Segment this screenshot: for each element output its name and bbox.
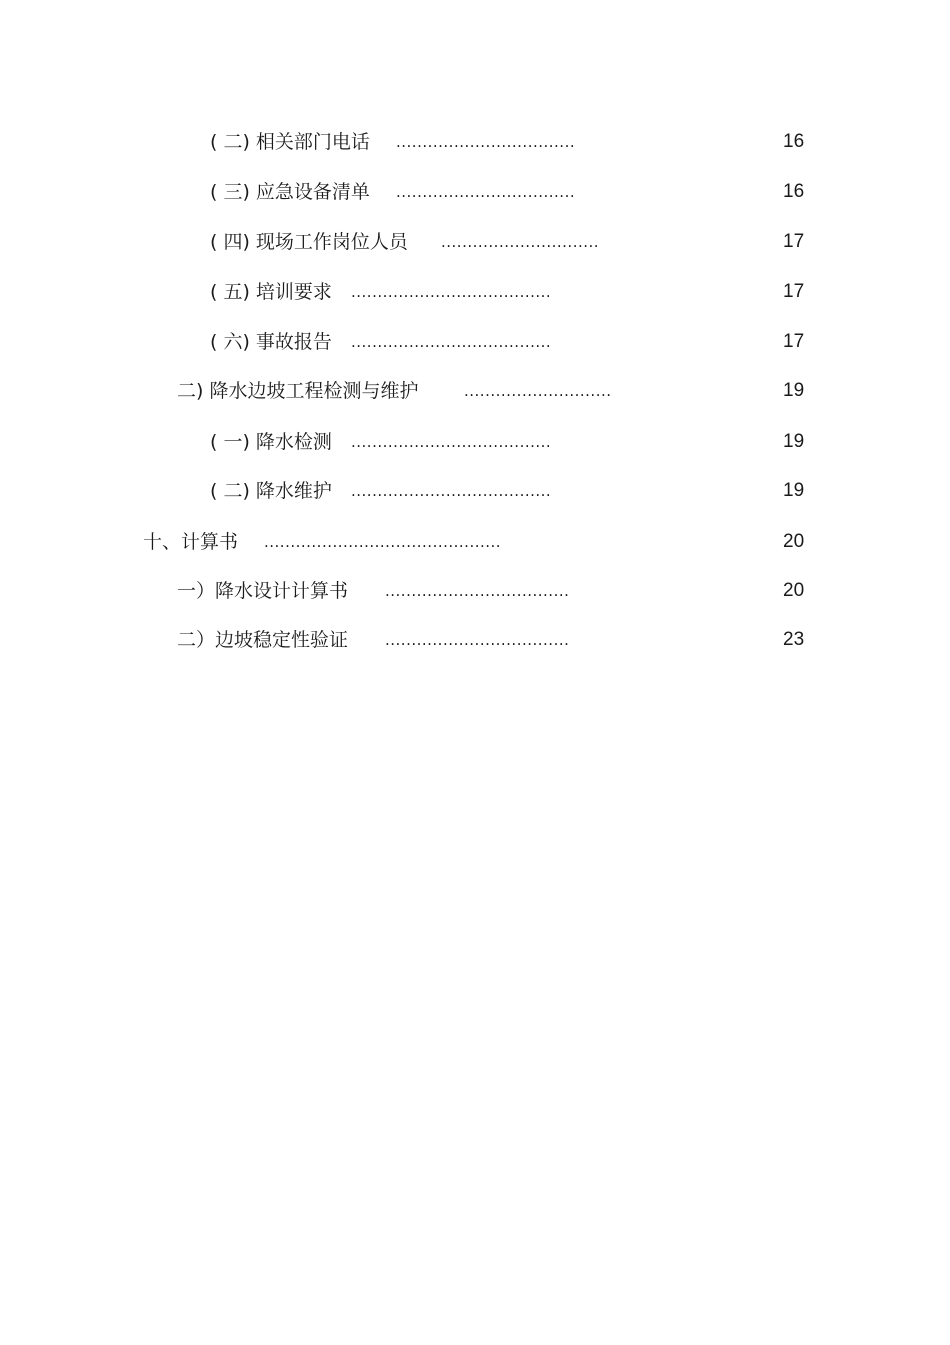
toc-entry[interactable] xyxy=(210,427,810,457)
toc-entry-page: 19 xyxy=(783,380,805,401)
toc-entry-leader: .............................. xyxy=(441,233,600,251)
toc-entry-leader: ............................................. xyxy=(264,533,502,551)
toc-entry-page: 20 xyxy=(783,580,805,601)
toc-entry-leader: ................................... xyxy=(385,631,570,649)
toc-entry-leader: ...................................... xyxy=(351,482,552,500)
toc-entry-title: 十、计算书 xyxy=(143,531,239,553)
toc-entry-page: 17 xyxy=(783,231,805,252)
toc-entry[interactable] xyxy=(210,127,810,157)
toc-entry-page: 17 xyxy=(783,281,805,302)
toc-entry-page: 19 xyxy=(783,480,805,501)
toc-entry-title: ( 四) 现场工作岗位人员 xyxy=(210,231,408,253)
toc-entry[interactable] xyxy=(210,327,810,357)
toc-entry-page: 17 xyxy=(783,331,805,352)
toc-entry-title: 二）边坡稳定性验证 xyxy=(177,629,349,651)
toc-entry-title: ( 一) 降水检测 xyxy=(210,431,332,453)
toc-entry[interactable] xyxy=(143,527,810,557)
toc-entry-leader: ............................ xyxy=(464,382,612,400)
toc-entry-title: ( 二) 降水维护 xyxy=(210,480,332,502)
toc-entry[interactable] xyxy=(177,376,810,406)
toc-entry[interactable] xyxy=(177,625,810,655)
toc-entry-page: 16 xyxy=(783,131,805,152)
toc-entry-title: ( 二) 相关部门电话 xyxy=(210,131,370,153)
toc-entry-leader: .................................. xyxy=(396,133,576,151)
toc-entry[interactable] xyxy=(210,277,810,307)
toc-entry-leader: ...................................... xyxy=(351,283,552,301)
toc-entry-title: 二) 降水边坡工程检测与维护 xyxy=(177,380,419,402)
toc-entry-title: ( 三) 应急设备清单 xyxy=(210,181,370,203)
toc-entry[interactable] xyxy=(210,476,810,506)
toc-entry-leader: ...................................... xyxy=(351,333,552,351)
toc-entry-page: 20 xyxy=(783,531,805,552)
toc-entry[interactable] xyxy=(210,177,810,207)
toc-entry-leader: .................................. xyxy=(396,183,576,201)
toc-entry[interactable] xyxy=(210,227,810,257)
toc-entry-page: 19 xyxy=(783,431,805,452)
toc-entry-title: 一）降水设计计算书 xyxy=(177,580,349,602)
toc-entry-title: ( 六) 事故报告 xyxy=(210,331,332,353)
toc-entry-leader: ................................... xyxy=(385,582,570,600)
toc-entry-leader: ...................................... xyxy=(351,433,552,451)
toc-entry-page: 23 xyxy=(783,629,805,650)
toc-entry-title: ( 五) 培训要求 xyxy=(210,281,332,303)
toc-entry-page: 16 xyxy=(783,181,805,202)
toc-entry[interactable] xyxy=(177,576,810,606)
